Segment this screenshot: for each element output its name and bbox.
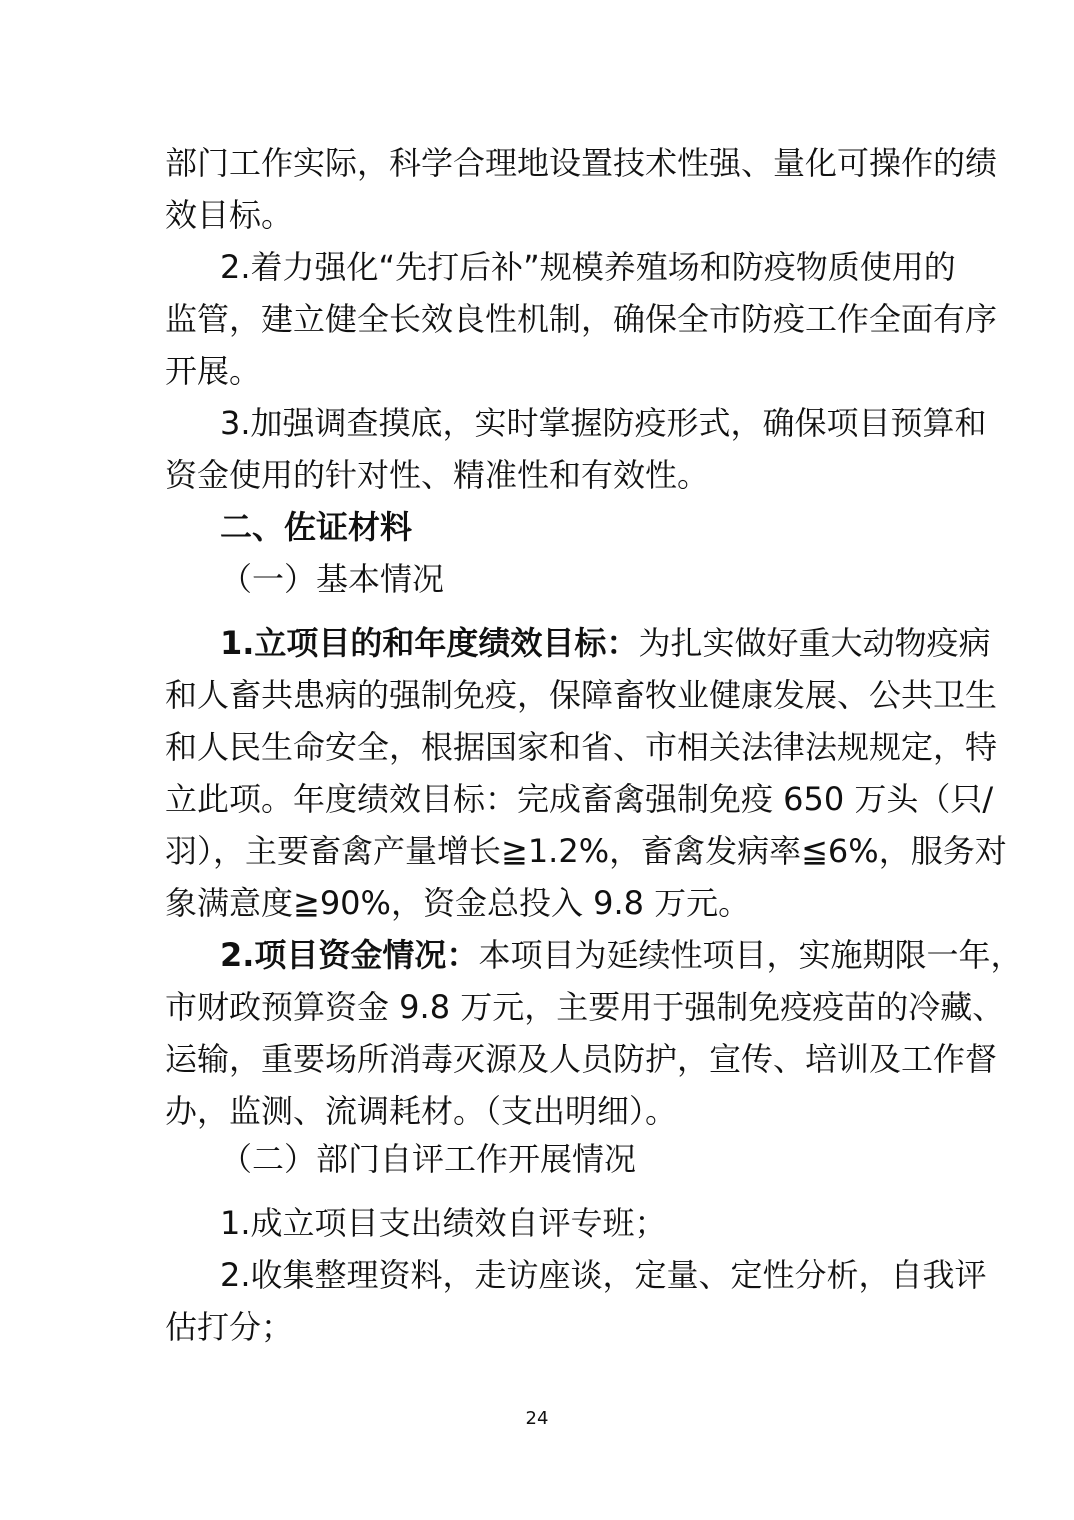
inline-heading: 2.项目资金情况： — [220, 936, 479, 974]
paragraph-line: 部门工作实际，科学合理地设置技术性强、量化可操作的绩 — [165, 144, 998, 182]
page-number: 24 — [525, 1408, 549, 1429]
paragraph-line: 监管，建立健全长效良性机制，确保全市防疫工作全面有序 — [165, 300, 998, 338]
inline-text: 为扎实做好重大动物疫病 — [638, 624, 991, 662]
paragraph-line: 羽），主要畜禽产量增长≧1.2%，畜禽发病率≦6%，服务对 — [165, 832, 1007, 870]
paragraph-line: 开展。 — [165, 352, 262, 390]
list-item-2-line: 2.着力强化“先打后补”规模养殖场和防疫物质使用的 — [220, 248, 956, 286]
paragraph-line: 和人民生命安全，根据国家和省、市相关法律法规规定，特 — [165, 728, 998, 766]
paragraph-line: 效目标。 — [165, 196, 294, 234]
paragraph-line: 立此项。年度绩效目标：完成畜禽强制免疫 650 万头（只/ — [165, 780, 994, 818]
paragraph-line — [165, 935, 1023, 975]
subsection-heading: （一）基本情况 — [220, 560, 445, 598]
paragraph-line: 运输，重要场所消毒灭源及人员防护，宣传、培训及工作督 — [165, 1040, 998, 1078]
paragraph-line: 市财政预算资金 9.8 万元，主要用于强制免疫疫苗的冷藏、 — [165, 988, 1005, 1026]
paragraph-line — [165, 623, 991, 663]
paragraph-line: 和人畜共患病的强制免疫，保障畜牧业健康发展、公共卫生 — [165, 676, 998, 714]
paragraph-line: 办，监测、流调耗材。（支出明细）。 — [165, 1092, 678, 1130]
paragraph-line: 象满意度≧90%，资金总投入 9.8 万元。 — [165, 884, 751, 922]
inline-heading: 1.立项目的和年度绩效目标： — [220, 624, 639, 662]
subsection-heading: （二）部门自评工作开展情况 — [220, 1140, 637, 1178]
paragraph-line: 估打分； — [165, 1308, 294, 1346]
list-item-1-line: 1.成立项目支出绩效自评专班； — [220, 1204, 667, 1242]
list-item-3-line: 3.加强调查摸底，实时掌握防疫形式，确保项目预算和 — [220, 404, 987, 442]
inline-text: 本项目为延续性项目，实施期限一年， — [478, 936, 1023, 974]
list-item-2-line: 2.收集整理资料，走访座谈，定量、定性分析，自我评 — [220, 1256, 987, 1294]
paragraph-line: 资金使用的针对性、精准性和有效性。 — [165, 456, 710, 494]
section-heading: 二、佐证材料 — [220, 508, 413, 546]
